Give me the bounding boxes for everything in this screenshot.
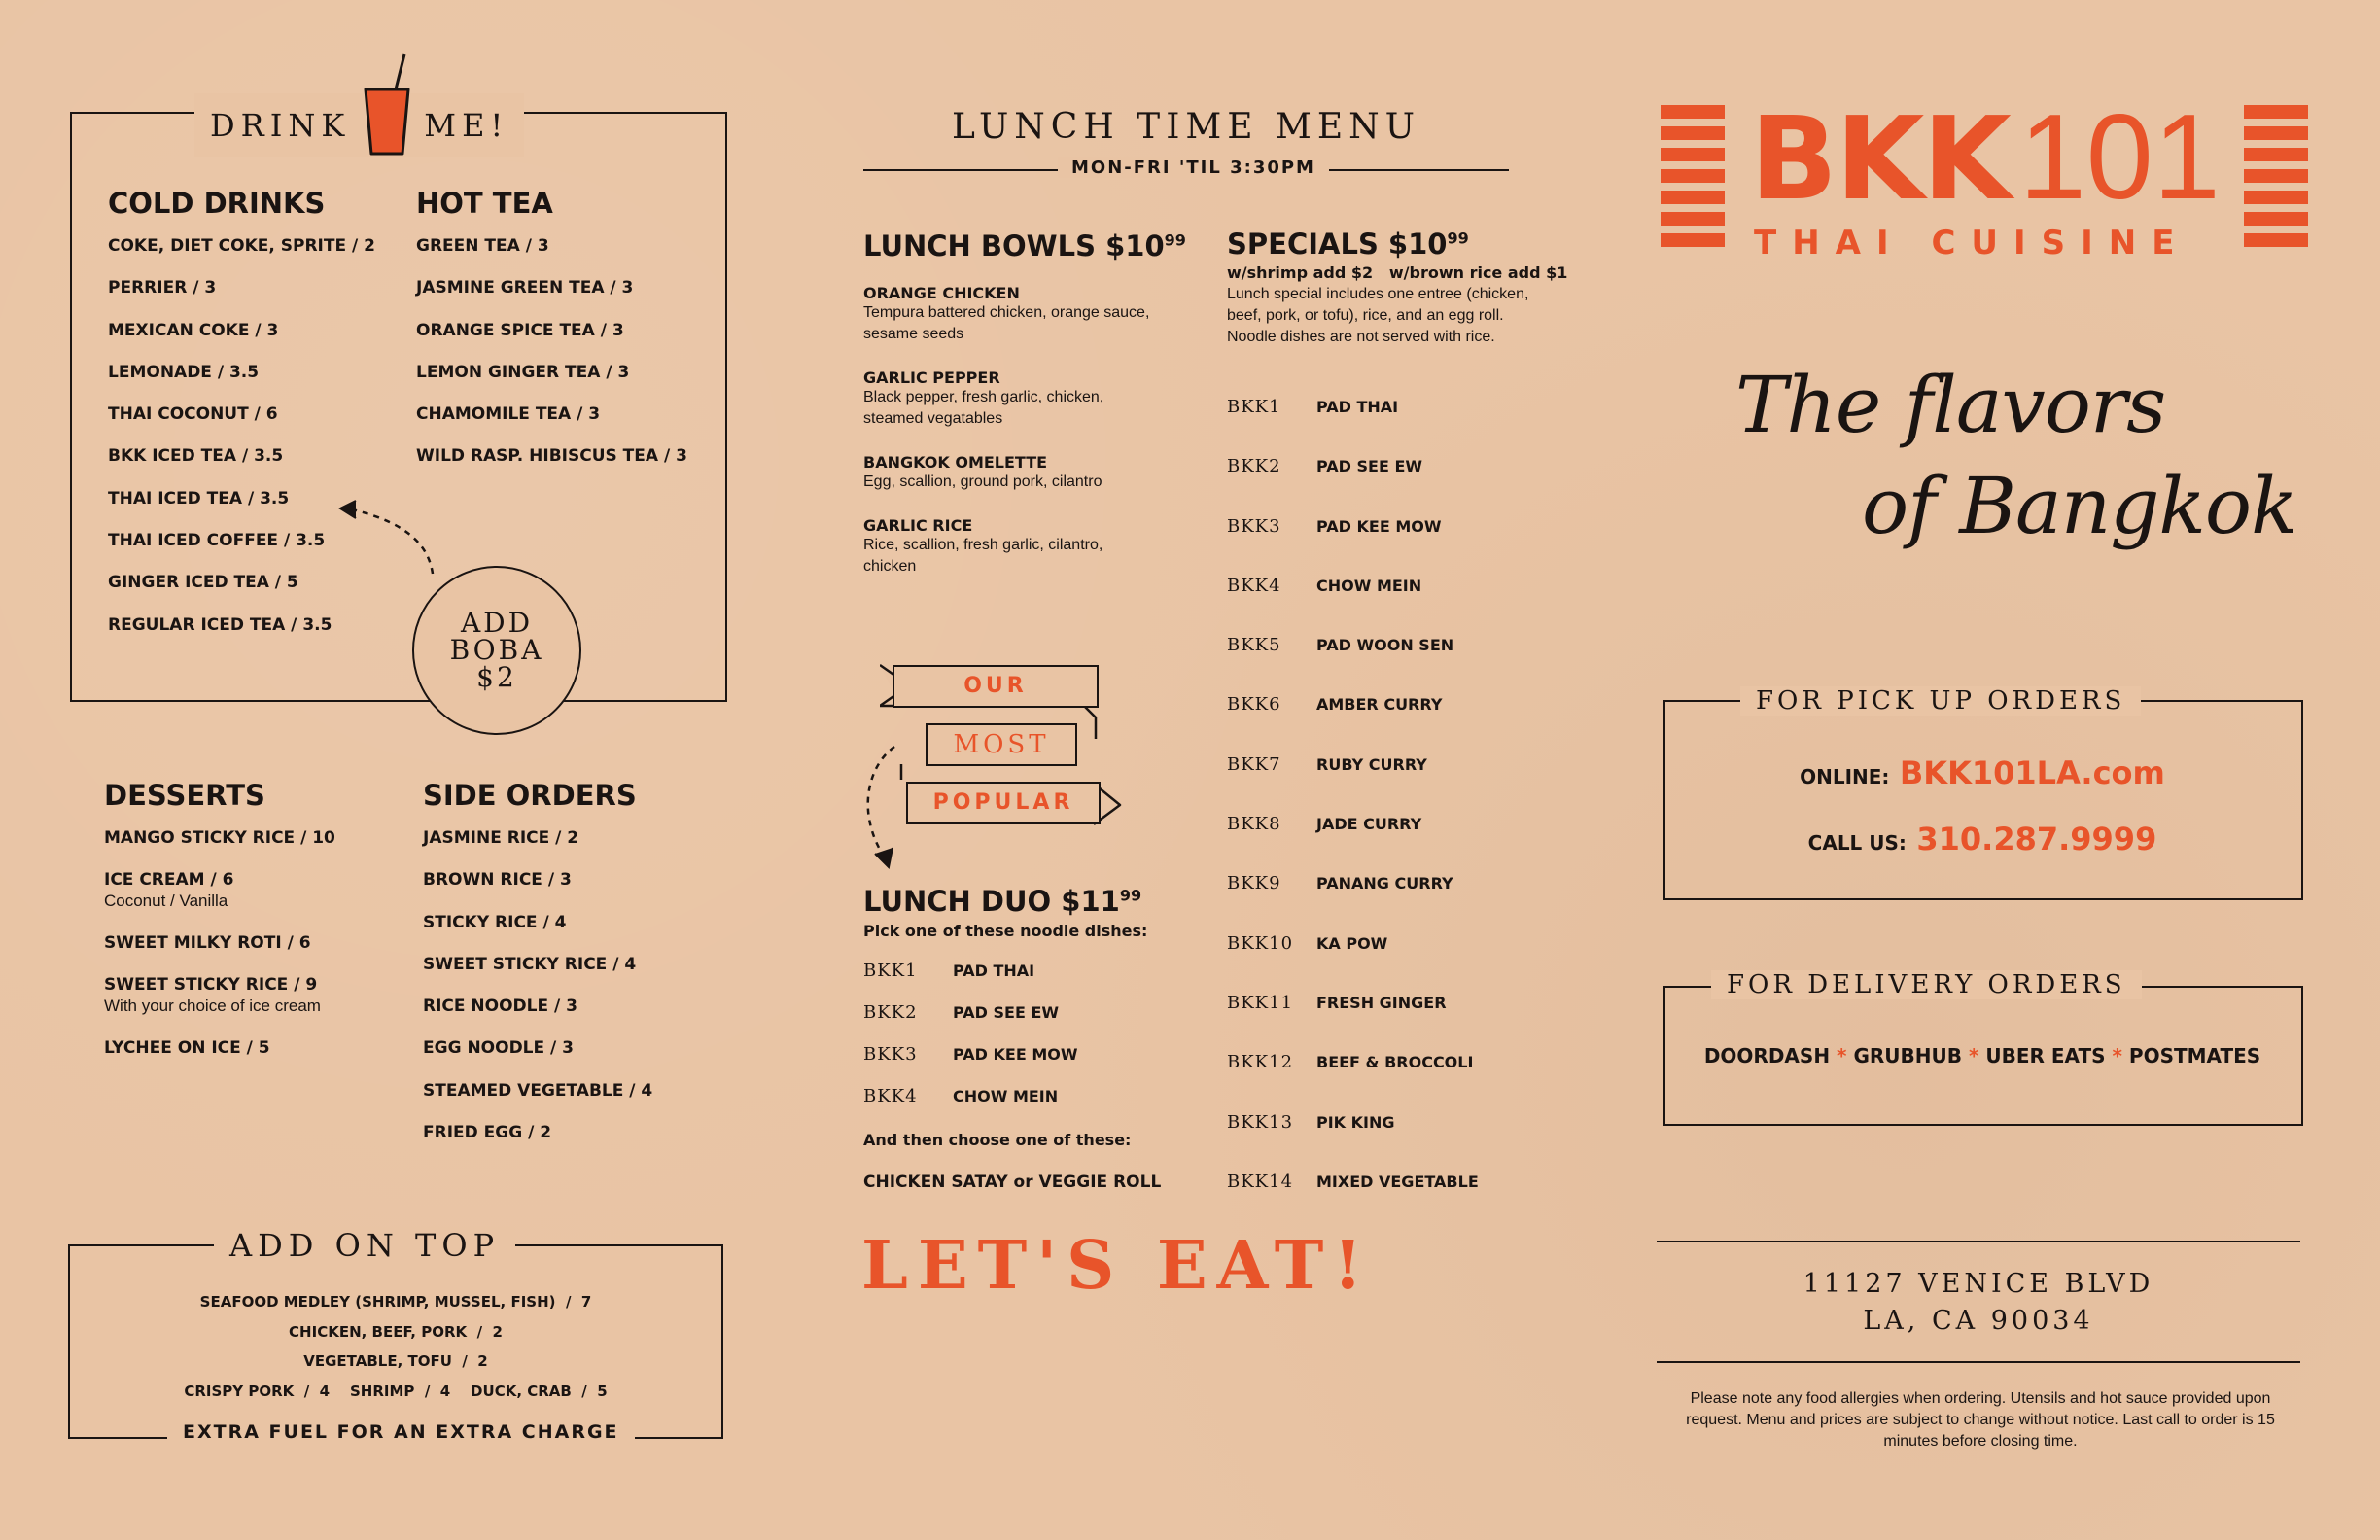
cold-drinks-heading: COLD DRINKS <box>108 187 326 220</box>
list-item: THAI ICED COFFEE / 3.5 <box>108 531 326 551</box>
list-item: SWEET STICKY RICE / 4 <box>423 954 637 974</box>
address <box>1657 1266 2300 1340</box>
hot-tea-list <box>416 236 687 489</box>
side-orders-heading: SIDE ORDERS <box>423 779 637 812</box>
dessert-name: LYCHEE ON ICE / 5 <box>104 1038 270 1058</box>
list-item <box>1227 516 1479 576</box>
lunch-duo-cents: 99 <box>1119 886 1142 905</box>
list-item <box>104 828 335 870</box>
desserts-heading: DESSERTS <box>104 779 265 812</box>
dish-code: BKK5 <box>1227 635 1281 656</box>
addon-line: VEGETABLE, TOFU / 2 <box>303 1352 488 1371</box>
specials-heading <box>1227 228 1469 261</box>
list-item: MEXICAN COKE / 3 <box>108 320 279 340</box>
addon-line: SEAFOOD MEDLEY (SHRIMP, MUSSEL, FISH) / 7 <box>199 1293 592 1311</box>
lunch-bowls-list <box>863 284 1155 578</box>
dish-code: BKK11 <box>1227 992 1294 1013</box>
lunch-duo-sub: Pick one of these noodle dishes: <box>863 922 1148 940</box>
list-item <box>863 1086 1078 1128</box>
lunch-title: LUNCH TIME MENU <box>952 107 1420 147</box>
specials-cents: 99 <box>1447 228 1469 248</box>
list-item: FRIED EGG / 2 <box>423 1123 552 1143</box>
delivery-service[interactable]: DOORDASH <box>1703 1044 1831 1068</box>
list-item <box>863 284 1155 368</box>
dish-code: BKK14 <box>1227 1171 1294 1192</box>
drinks-title <box>194 93 524 158</box>
list-item <box>863 368 1155 453</box>
address-line-2: LA, CA 90034 <box>1863 1306 2094 1336</box>
list-item: EGG NOODLE / 3 <box>423 1038 575 1059</box>
list-item: GINGER ICED TEA / 5 <box>108 573 298 593</box>
list-item <box>1227 1112 1479 1172</box>
cold-drinks-list <box>108 236 375 657</box>
bowl-name: ORANGE CHICKEN <box>863 284 1020 302</box>
list-item: WILD RASP. HIBISCUS TEA / 3 <box>416 446 687 467</box>
dish-code: BKK6 <box>1227 694 1281 716</box>
logo-number: 101 <box>2018 90 2221 225</box>
list-item <box>1227 694 1479 753</box>
dish-name: PIK KING <box>1316 1112 1395 1132</box>
hot-tea-heading: HOT TEA <box>416 187 553 220</box>
address-rule-bottom <box>1657 1361 2300 1363</box>
dish-name: KA POW <box>1316 933 1388 953</box>
dashed-arrow-icon <box>856 739 933 875</box>
lunch-duo-list <box>863 961 1078 1128</box>
list-item: STICKY RICE / 4 <box>423 912 567 932</box>
boba-line-2: BOBA <box>449 634 544 666</box>
list-item <box>1227 754 1479 814</box>
logo-bkk: BKK <box>1750 91 2010 226</box>
lunch-duo-choice: CHICKEN SATAY or VEGGIE ROLL <box>863 1172 1162 1192</box>
call-label: CALL US: <box>1807 831 1907 855</box>
lunch-duo-then: And then choose one of these: <box>863 1131 1132 1149</box>
dish-code: BKK4 <box>1227 575 1281 596</box>
list-item <box>1227 933 1479 993</box>
dish-code: BKK9 <box>1227 873 1281 894</box>
list-item: REGULAR ICED TEA / 3.5 <box>108 614 332 635</box>
boba-line-3: $2 <box>476 661 517 693</box>
list-item <box>1227 814 1479 873</box>
ribbon-popular: POPULAR <box>906 782 1101 824</box>
list-item: GREEN TEA / 3 <box>416 236 549 256</box>
dish-name: RUBY CURRY <box>1316 754 1427 774</box>
addon-footer: EXTRA FUEL FOR AN EXTRA CHARGE <box>167 1421 635 1443</box>
list-item <box>863 516 1155 578</box>
addon-title: ADD ON TOP <box>214 1227 515 1264</box>
list-item <box>1227 873 1479 932</box>
dashed-arrow-icon <box>331 491 447 588</box>
dish-code: BKK13 <box>1227 1111 1294 1133</box>
dish-name: PAD THAI <box>953 962 1035 980</box>
bowl-desc: Tempura battered chicken, orange sauce, sesame seeds <box>863 304 1150 342</box>
specials-price: SPECIALS $10 <box>1227 228 1448 261</box>
dish-name: PAD KEE MOW <box>1316 516 1442 536</box>
list-item: STEAMED VEGETABLE / 4 <box>423 1080 653 1101</box>
dish-code: BKK1 <box>863 961 918 981</box>
list-item: ORANGE SPICE TEA / 3 <box>416 320 624 340</box>
list-item <box>104 975 335 1038</box>
logo-bars-left <box>1661 105 1725 255</box>
logo-bars-right <box>2244 105 2308 255</box>
list-item: JASMINE RICE / 2 <box>423 828 579 848</box>
list-item <box>104 933 335 975</box>
dessert-note: Coconut / Vanilla <box>104 892 228 910</box>
tagline-script-2: of Bangkok <box>1862 461 2297 551</box>
phone-link[interactable]: 310.287.9999 <box>1916 821 2157 858</box>
list-item <box>1227 456 1479 515</box>
list-item <box>863 961 1078 1002</box>
ribbon-most: MOST <box>926 723 1077 766</box>
list-item: BROWN RICE / 3 <box>423 870 572 891</box>
dish-code: BKK3 <box>863 1044 918 1065</box>
list-item <box>1227 1052 1479 1111</box>
dish-name: PAD KEE MOW <box>953 1045 1078 1064</box>
dish-code: BKK3 <box>1227 515 1281 537</box>
list-item <box>104 1038 335 1080</box>
lunch-bowls-heading <box>863 229 1186 262</box>
dessert-name: SWEET STICKY RICE / 9 <box>104 975 318 995</box>
list-item <box>1227 576 1479 635</box>
specials-desc: Lunch special includes one entree (chicken, beef, pork, or tofu), rice, and an egg roll. Noodle dishes are not served with rice. <box>1227 286 1529 345</box>
dish-name: PAD SEE EW <box>1316 457 1423 476</box>
lunch-duo-heading <box>863 885 1141 918</box>
bowl-desc: Rice, scallion, fresh garlic, cilantro, chicken <box>863 537 1103 575</box>
drinks-title-right: ME! <box>424 107 509 144</box>
dish-name: AMBER CURRY <box>1316 695 1443 715</box>
list-item <box>104 870 335 933</box>
bowl-desc: Black pepper, fresh garlic, chicken, steamed vegatables <box>863 389 1104 427</box>
list-item: BKK ICED TEA / 3.5 <box>108 446 284 467</box>
lunch-bowls-cents: 99 <box>1164 230 1186 250</box>
list-item <box>863 453 1155 516</box>
delivery-service[interactable]: POSTMATES <box>2128 1044 2261 1068</box>
bowl-desc: Egg, scallion, ground pork, cilantro <box>863 473 1102 490</box>
list-item: COKE, DIET COKE, SPRITE / 2 <box>108 236 375 256</box>
allergy-note: Please note any food allergies when ordering. Utensils and hot sauce provided upon request. Menu and prices are subject to change without notice. Last call to order is 15 minutes before closing time. <box>1686 1390 2275 1450</box>
dish-name: JADE CURRY <box>1316 815 1422 834</box>
list-item <box>1227 1172 1479 1231</box>
add-boba-badge <box>412 566 581 735</box>
list-item <box>863 1002 1078 1044</box>
dish-code: BKK10 <box>1227 932 1294 954</box>
addon-line: CHICKEN, BEEF, PORK / 2 <box>289 1322 503 1341</box>
dessert-name: SWEET MILKY ROTI / 6 <box>104 933 311 953</box>
delivery-title: FOR DELIVERY ORDERS <box>1711 970 2142 999</box>
list-item <box>1227 993 1479 1052</box>
delivery-services <box>1663 1044 2301 1068</box>
bowl-name: GARLIC PEPPER <box>863 368 1000 387</box>
dish-name: PANANG CURRY <box>1316 874 1453 893</box>
pickup-title: FOR PICK UP ORDERS <box>1740 686 2141 716</box>
logo-tagline: THAI CUISINE <box>1754 224 2190 262</box>
list-item: LEMONADE / 3.5 <box>108 362 260 382</box>
dish-code: BKK4 <box>863 1086 918 1106</box>
pickup-box <box>1663 700 2303 900</box>
dish-name: CHOW MEIN <box>1316 576 1422 595</box>
bowl-name: GARLIC RICE <box>863 516 973 535</box>
dish-code: BKK12 <box>1227 1052 1294 1073</box>
dish-name: MIXED VEGETABLE <box>1316 1172 1479 1191</box>
tagline-script-1: The flavors <box>1735 360 2166 450</box>
logo <box>1750 90 2221 226</box>
asterisk-icon: * <box>1837 1044 1854 1068</box>
list-item <box>1227 397 1479 456</box>
list-item: JASMINE GREEN TEA / 3 <box>416 278 634 298</box>
delivery-service[interactable]: GRUBHUB <box>1853 1044 1962 1068</box>
online-label: ONLINE: <box>1800 765 1890 788</box>
dish-code: BKK2 <box>1227 456 1281 477</box>
list-item: LEMON GINGER TEA / 3 <box>416 362 630 382</box>
ribbon-our: OUR <box>892 665 1099 708</box>
list-item: RICE NOODLE / 3 <box>423 997 578 1017</box>
dessert-name: ICE CREAM / 6 <box>104 870 234 890</box>
dessert-note: With your choice of ice cream <box>104 997 321 1015</box>
bowl-name: BANGKOK OMELETTE <box>863 453 1048 472</box>
dish-name: PAD THAI <box>1316 398 1399 416</box>
dish-code: BKK2 <box>863 1002 918 1023</box>
dessert-name: MANGO STICKY RICE / 10 <box>104 828 335 848</box>
list-item: PERRIER / 3 <box>108 278 217 298</box>
list-item: CHAMOMILE TEA / 3 <box>416 404 601 425</box>
address-line-1: 11127 VENICE BLVD <box>1802 1269 2154 1299</box>
dish-name: FRESH GINGER <box>1316 993 1447 1012</box>
drinks-title-left: DRINK <box>210 107 351 144</box>
asterisk-icon: * <box>1968 1044 1986 1068</box>
pickup-call <box>1663 821 2301 858</box>
dish-name: PAD SEE EW <box>953 1003 1060 1022</box>
delivery-service[interactable]: UBER EATS <box>1985 1044 2106 1068</box>
dish-name: BEEF & BROCCOLI <box>1316 1053 1474 1072</box>
list-item: THAI ICED TEA / 3.5 <box>108 488 290 508</box>
pickup-online <box>1663 754 2301 791</box>
dish-code: BKK8 <box>1227 814 1281 835</box>
specials-addons: w/shrimp add $2 w/brown rice add $1 <box>1227 263 1568 282</box>
specials-list <box>1227 397 1479 1231</box>
website-link[interactable]: BKK101LA.com <box>1899 754 2165 791</box>
dish-name: CHOW MEIN <box>953 1087 1059 1105</box>
lets-eat-banner: LET'S EAT! <box>861 1227 1373 1305</box>
address-rule-top <box>1657 1241 2300 1242</box>
lunch-bowls-price: LUNCH BOWLS $10 <box>863 229 1165 262</box>
lunch-hours: MON-FRI 'TIL 3:30PM <box>1058 158 1329 178</box>
boba-line-1: ADD <box>460 607 534 639</box>
addon-lines <box>70 1287 721 1407</box>
dish-code: BKK7 <box>1227 753 1281 775</box>
dish-code: BKK1 <box>1227 397 1281 417</box>
asterisk-icon: * <box>2112 1044 2129 1068</box>
addon-line: CRISPY PORK / 4 SHRIMP / 4 DUCK, CRAB / 5 <box>184 1382 608 1401</box>
desserts-list <box>104 828 335 1080</box>
list-item <box>1227 635 1479 694</box>
cup-icon <box>358 52 416 158</box>
dish-name: PAD WOON SEN <box>1316 636 1454 655</box>
side-orders-list <box>423 828 652 1165</box>
lunch-duo-price: LUNCH DUO $11 <box>863 885 1120 918</box>
list-item <box>863 1044 1078 1086</box>
list-item: THAI COCONUT / 6 <box>108 404 278 425</box>
